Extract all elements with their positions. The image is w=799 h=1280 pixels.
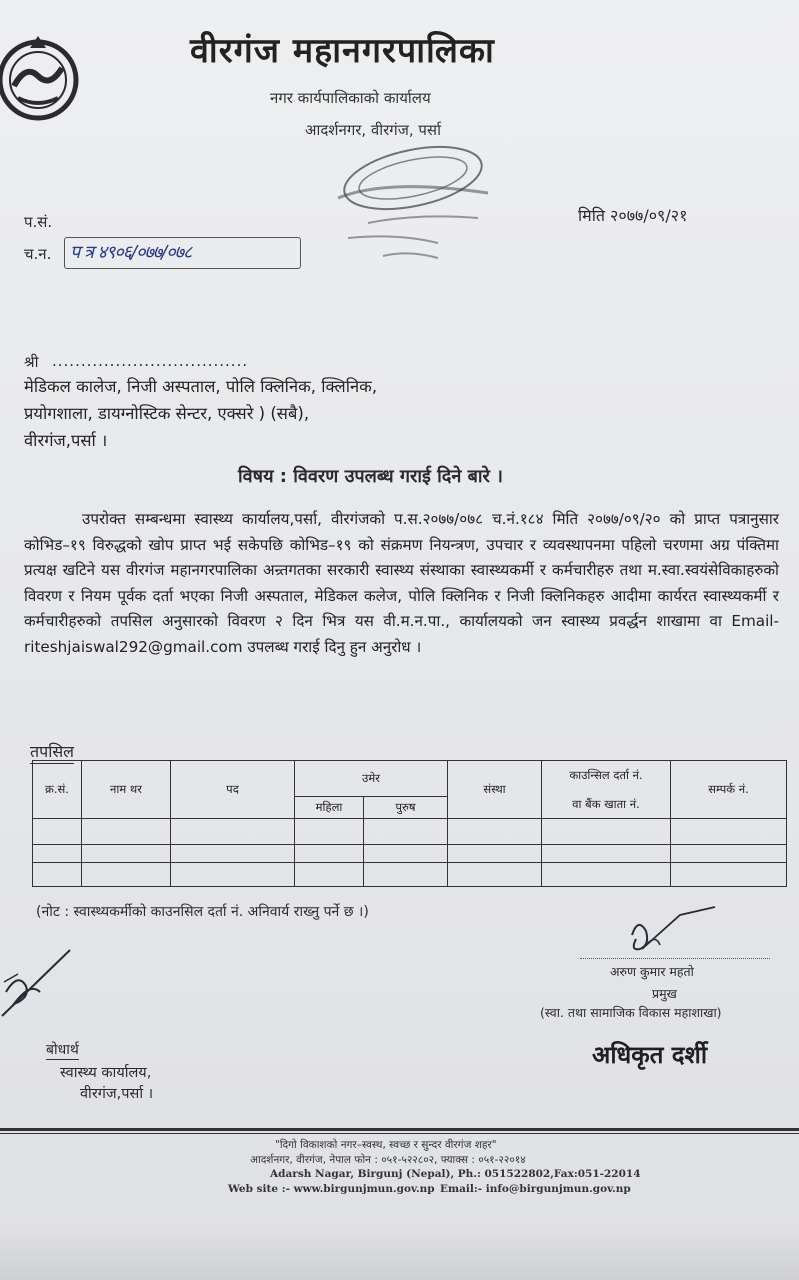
table-cell xyxy=(33,819,82,845)
footer-website: Web site :- www.birgunjmun.gov.np xyxy=(228,1183,435,1195)
office-name: नगर कार्यपालिकाको कार्यालय xyxy=(270,89,431,107)
page-bottom-shadow xyxy=(0,1235,799,1280)
recipient-dots: .................................. xyxy=(52,352,249,370)
col-council-line2: वा बैंक खाता नं. xyxy=(572,796,640,811)
table-cell xyxy=(364,845,448,863)
col-male: पुरुष xyxy=(364,797,448,819)
footer-slogan: "दिगो विकाशको नगर–स्वस्थ, स्वच्छ र सुन्दर वीरगंज शहर" xyxy=(275,1139,497,1151)
council-note: (नोट : स्वास्थ्यकर्मीको काउनसिल दर्ता नं. अनिवार्य राख्नु पर्ने छ ।) xyxy=(36,904,369,920)
footer-contact-np: आदर्शनगर, वीरगंज, नेपाल फोन : ०५१-५२२८०२, फ्याक्स : ०५१-२२०१४ xyxy=(250,1154,526,1166)
col-name: नाम थर xyxy=(82,761,171,819)
tapsil-heading: तपसिल xyxy=(30,740,74,764)
signer-name: अरुण कुमार महतो xyxy=(610,964,694,979)
table-cell xyxy=(448,819,542,845)
table-row xyxy=(33,863,787,887)
table-cell xyxy=(364,863,448,887)
signature-line xyxy=(580,958,770,959)
table-cell xyxy=(82,863,171,887)
table-cell xyxy=(171,863,295,887)
footer-contact-en: Adarsh Nagar, Birgunj (Nepal), Ph.: 051522802,Fax:051-22014 xyxy=(270,1168,641,1180)
table-cell xyxy=(171,819,295,845)
table-row xyxy=(33,845,787,863)
footer-rule-thin xyxy=(0,1133,799,1134)
recipient-line-1: मेडिकल कालेज, निजी अस्पताल, पोलि क्लिनिक, क्लिनिक, xyxy=(24,377,378,396)
table-cell xyxy=(671,819,787,845)
details-table xyxy=(32,760,787,887)
table-cell xyxy=(33,845,82,863)
letter-subject: विषय : विवरण उपलब्ध गराई दिने बारे । xyxy=(238,466,503,487)
org-name: वीरगंज महानगरपालिका xyxy=(190,31,495,71)
receipt-stamp-icon xyxy=(328,138,498,268)
table-cell xyxy=(448,863,542,887)
recipient-line-2: प्रयोगशाला, डायग्नोस्टिक सेन्टर, एक्सरे ) (सबै), xyxy=(24,404,310,423)
cn-label: च.न. xyxy=(24,245,52,263)
col-female: महिला xyxy=(295,797,364,819)
cn-handwritten-number: प त्र ४९०६/०७७/०७८ xyxy=(70,242,192,263)
office-address: आदर्शनगर, वीरगंज, पर्सा xyxy=(305,121,441,139)
col-sn: क्र.सं. xyxy=(33,761,82,819)
recipient-prefix: श्री xyxy=(24,353,39,371)
table-cell xyxy=(33,863,82,887)
footer-rule xyxy=(0,1128,799,1131)
recipient-line-3: वीरगंज,पर्सा । xyxy=(24,431,108,450)
table-cell xyxy=(448,845,542,863)
table-cell xyxy=(295,845,364,863)
table-cell xyxy=(542,863,671,887)
table-cell xyxy=(295,863,364,887)
letter-body xyxy=(24,507,779,660)
table-cell xyxy=(364,819,448,845)
col-age: उमेर xyxy=(295,761,448,797)
cc-label: बोधार्थ xyxy=(46,1042,79,1058)
signer-department: (स्वा. तथा सामाजिक विकास महाशाखा) xyxy=(540,1005,722,1020)
table-cell xyxy=(82,819,171,845)
authorized-signatory: अधिकृत दर्शी xyxy=(592,1041,708,1069)
table-cell xyxy=(542,845,671,863)
table-cell xyxy=(82,845,171,863)
col-council xyxy=(542,761,671,819)
col-institution: संस्था xyxy=(448,761,542,819)
table-cell xyxy=(671,863,787,887)
table-cell xyxy=(171,845,295,863)
signer-title: प्रमुख xyxy=(652,986,677,1001)
ps-label: प.सं. xyxy=(24,213,53,231)
table-cell xyxy=(542,819,671,845)
footer-email: Email:- info@birgunjmun.gov.np xyxy=(440,1183,631,1195)
table-cell xyxy=(295,819,364,845)
cc-line-2: वीरगंज,पर्सा । xyxy=(80,1086,154,1102)
table-row xyxy=(33,819,787,845)
col-post: पद xyxy=(171,761,295,819)
body-paragraph: उपरोक्त सम्बन्धमा स्वास्थ्य कार्यालय,पर्सा, वीरगंजको प.स.२०७७/०७८ च.नं.१८४ मिति २०७७/०९/२० को प्राप्त पत्रानुसार कोभिड–१९ विरुद्धको खोप प्राप्त भई सकेपछि कोभिड–१९ को संक्रमण नियन्त्रण, उपचार र व्यवस्थापनमा पहिलो चरणमा अग्र पंक्तिमा प्रत्यक्ष खटिने यस वीरगंज महानगरपालिका अन्र्तगतका सरकारी स्वास्थ्य संस्थाका स्वास्थ्यकर्मी र कर्मचारीहरु तथा म.स्वा.स्वयंसेविकाहरुको विवरण र नियम पूर्वक दर्ता भएका निजी अस्पताल, मेडिकल कलेज, पोलि क्लिनिक र निजी क्लिनिकहरु आदीमा कार्यरत स्वास्थ्यकर्मी र कर्मचारीहरुको तपसिल अनुसारको विवरण २ दिन भित्र यस वी.म.न.पा., कार्यालयको जन स्वास्थ्य प्रवर्द्धन शाखामा वा Email-riteshjaiswal292@gmail.com उपलब्ध गराई दिनु हुन अनुरोध । xyxy=(24,510,779,656)
col-contact: सम्पर्क नं. xyxy=(671,761,787,819)
initial-signature-icon xyxy=(0,942,80,1022)
letter-date: मिति २०७७/०९/२१ xyxy=(578,206,688,225)
table-cell xyxy=(671,845,787,863)
cc-line-1: स्वास्थ्य कार्यालय, xyxy=(60,1065,152,1081)
municipality-emblem-icon xyxy=(0,28,86,124)
col-council-line1: काउन्सिल दर्ता नं. xyxy=(569,767,643,782)
